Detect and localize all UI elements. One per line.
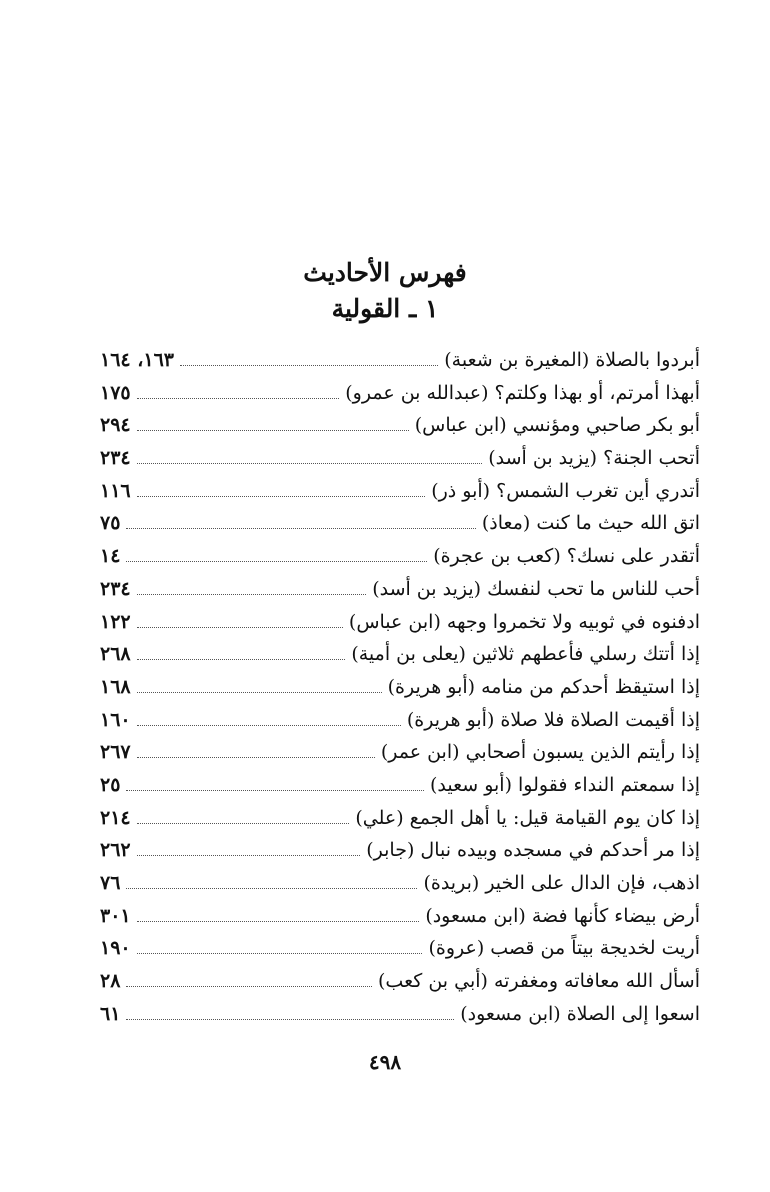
entry-text: إذا مر أحدكم في مسجده وبيده نبال (جابر) xyxy=(366,839,700,862)
dot-leader xyxy=(137,855,361,856)
dot-leader xyxy=(180,365,438,366)
index-entry xyxy=(100,606,700,639)
hadith-index-list xyxy=(100,344,700,1030)
index-entry xyxy=(100,965,700,998)
entry-page-ref: ١٢٢ xyxy=(100,610,131,633)
index-entry xyxy=(100,540,700,573)
entry-text: أريت لخديجة بيتاً من قصب (عروة) xyxy=(428,937,700,960)
dot-leader xyxy=(137,757,375,758)
index-entry xyxy=(100,998,700,1031)
entry-text: ادفنوه في ثوبيه ولا تخمروا وجهه (ابن عباس) xyxy=(348,610,700,633)
dot-leader xyxy=(137,659,346,660)
index-entry xyxy=(100,409,700,442)
entry-page-ref: ٢١٤ xyxy=(100,806,131,829)
entry-text: أتقدر على نسك؟ (كعب بن عجرة) xyxy=(433,545,700,568)
entry-text: أتدري أين تغرب الشمس؟ (أبو ذر) xyxy=(431,479,700,502)
dot-leader xyxy=(126,888,417,889)
dot-leader xyxy=(137,823,350,824)
entry-text: إذا سمعتم النداء فقولوا (أبو سعيد) xyxy=(429,773,700,796)
dot-leader xyxy=(137,594,367,595)
entry-page-ref: ٢٩٤ xyxy=(100,414,131,437)
index-entry xyxy=(100,507,700,540)
index-entry xyxy=(100,834,700,867)
entry-text: إذا رأيتم الذين يسبون أصحابي (ابن عمر) xyxy=(380,741,700,764)
entry-text: اتق الله حيث ما كنت (معاذ) xyxy=(481,512,700,535)
index-entry xyxy=(100,475,700,508)
index-entry xyxy=(100,769,700,802)
entry-page-ref: ٧٥ xyxy=(100,512,121,535)
entry-text: إذا أقيمت الصلاة فلا صلاة (أبو هريرة) xyxy=(406,708,700,731)
entry-text: أبهذا أمرتم، أو بهذا وكلتم؟ (عبدالله بن عمرو) xyxy=(345,381,700,404)
entry-page-ref: ٦١ xyxy=(100,1002,121,1025)
entry-page-ref: ٢٦٧ xyxy=(100,741,131,764)
entry-page-ref: ١٤ xyxy=(100,545,121,568)
index-entry xyxy=(100,900,700,933)
dot-leader xyxy=(137,430,409,431)
entry-text: أتحب الجنة؟ (يزيد بن أسد) xyxy=(488,447,700,470)
entry-page-ref: ١٦٨ xyxy=(100,675,131,698)
index-entry xyxy=(100,573,700,606)
dot-leader xyxy=(126,528,475,529)
entry-page-ref: ٢٨ xyxy=(100,970,121,993)
entry-page-ref: ٢٦٢ xyxy=(100,839,131,862)
entry-page-ref: ١٦٠ xyxy=(100,708,131,731)
index-entry xyxy=(100,344,700,377)
dot-leader xyxy=(137,921,420,922)
entry-text: إذا كان يوم القيامة قيل: يا أهل الجمع (علي) xyxy=(355,806,700,829)
dot-leader xyxy=(137,398,340,399)
entry-page-ref: ١٦٣، ١٦٤ xyxy=(100,349,174,371)
entry-text: أرض بيضاء كأنها فضة (ابن مسعود) xyxy=(425,904,700,927)
index-entry xyxy=(100,736,700,769)
entry-text: أحب للناس ما تحب لنفسك (يزيد بن أسد) xyxy=(372,577,700,600)
dot-leader xyxy=(137,496,426,497)
index-entry xyxy=(100,704,700,737)
index-entry xyxy=(100,638,700,671)
dot-leader xyxy=(137,725,401,726)
entry-page-ref: ١١٦ xyxy=(100,479,131,502)
index-entry xyxy=(100,377,700,410)
entry-page-ref: ٢٣٤ xyxy=(100,577,131,600)
index-entry xyxy=(100,671,700,704)
entry-text: أبردوا بالصلاة (المغيرة بن شعبة) xyxy=(444,349,700,371)
entry-page-ref: ٢٦٨ xyxy=(100,643,131,666)
index-entry xyxy=(100,442,700,475)
dot-leader xyxy=(126,1019,454,1020)
entry-page-ref: ١٧٥ xyxy=(100,381,131,404)
entry-text: اسعوا إلى الصلاة (ابن مسعود) xyxy=(460,1002,700,1025)
dot-leader xyxy=(137,953,423,954)
entry-text: أسأل الله معافاته ومغفرته (أبي بن كعب) xyxy=(378,970,700,993)
section-title: ١ ـ القولية xyxy=(331,294,439,323)
dot-leader xyxy=(126,561,427,562)
dot-leader xyxy=(137,463,483,464)
entry-text: أبو بكر صاحبي ومؤنسي (ابن عباس) xyxy=(414,414,700,437)
page-title: فهرس الأحاديث xyxy=(303,258,467,287)
entry-text: إذا استيقظ أحدكم من منامه (أبو هريرة) xyxy=(387,675,700,698)
entry-text: إذا أتتك رسلي فأعطهم ثلاثين (يعلى بن أمية) xyxy=(351,643,700,666)
entry-page-ref: ٢٥ xyxy=(100,773,121,796)
index-entry xyxy=(100,867,700,900)
index-entry xyxy=(100,802,700,835)
entry-page-ref: ١٩٠ xyxy=(100,937,131,960)
entry-page-ref: ٧٦ xyxy=(100,872,121,894)
entry-page-ref: ٣٠١ xyxy=(100,904,131,927)
page-number: ٤٩٨ xyxy=(368,1050,402,1074)
dot-leader xyxy=(137,627,343,628)
index-entry xyxy=(100,932,700,965)
entry-text: اذهب، فإن الدال على الخير (بريدة) xyxy=(423,872,700,894)
dot-leader xyxy=(126,986,372,987)
entry-page-ref: ٢٣٤ xyxy=(100,447,131,470)
dot-leader xyxy=(137,692,382,693)
dot-leader xyxy=(126,790,424,791)
